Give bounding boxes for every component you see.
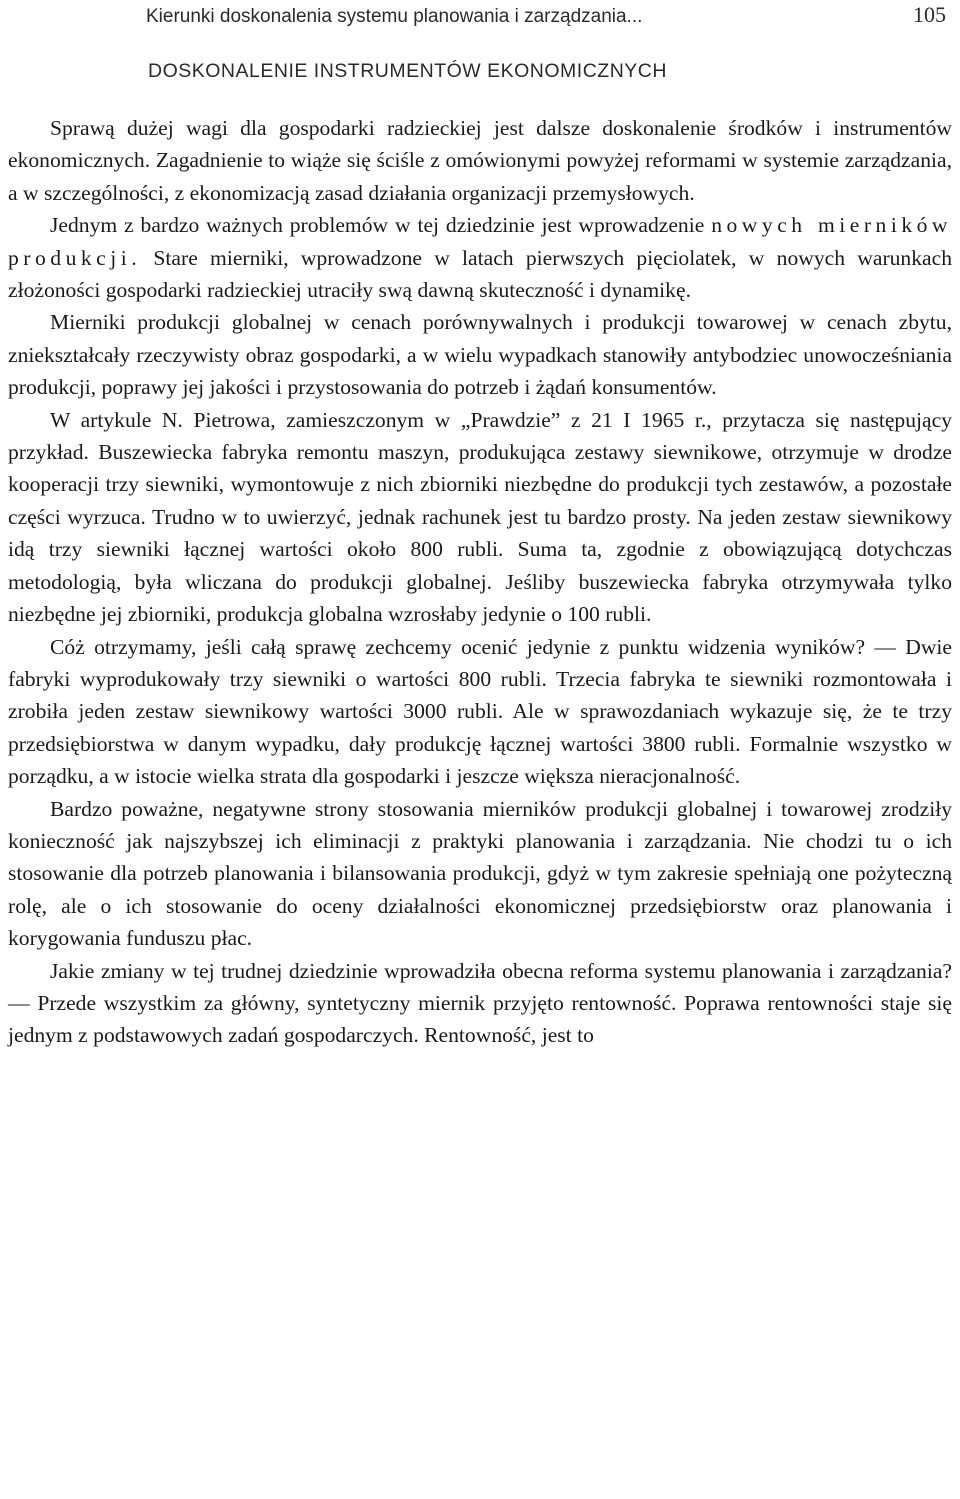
- paragraph-2: [8, 209, 952, 306]
- paragraph-3: Mierniki produkcji globalnej w cenach porównywalnych i produkcji towarowej w cenach zbytu, zniekształcały rzeczywisty obraz gospodarki, a w wielu wypadkach stanowiły antybodziec unowocześniania produkcji, poprawy jej jakości i przystosowania do potrzeb i żądań konsumentów.: [8, 310, 952, 400]
- running-title: Kierunki doskonalenia systemu planowania i zarządzania...: [146, 6, 643, 27]
- body-text: [8, 112, 952, 1052]
- page-number: 105: [913, 2, 946, 27]
- paragraph-2-lead: Jednym z bardzo ważnych problemów w tej dziedzinie jest wprowadzenie: [50, 213, 705, 238]
- paragraph-4: W artykule N. Pietrowa, zamieszczonym w „Prawdzie” z 21 I 1965 r., przytacza się następujący przykład. Buszewiecka fabryka remontu maszyn, produkująca zestawy siewnikowe, otrzymuje w drodze kooperacji trzy siewniki, wymontowuje z nich zbiorniki niezbędne do produkcji tych zestawów, a pozostałe części wyrzuca. Trudno w to uwierzyć, jednak rachunek jest tu bardzo prosty. Na jeden zestaw siewnikowy idą trzy siewniki łącznej wartości około 800 rubli. Suma ta, zgodnie z obowiązującą dotychczas metodologią, była wliczana do produkcji globalnej. Jeśliby buszewiecka fabryka otrzymywała tylko niezbędne jej zbiorniki, produkcja globalna wzrosłaby jedynie o 100 rubli.: [8, 407, 952, 627]
- paragraph-1: Sprawą dużej wagi dla gospodarki radzieckiej jest dalsze doskonalenie środków i instrumentów ekonomicznych. Zagadnienie to wiąże się ściśle z omówionymi powyżej reformami w systemie zarządzania, a w szczególności, z ekonomizacją zasad działania organizacji przemysłowych.: [8, 116, 952, 205]
- paragraph-6: Bardzo poważne, negatywne strony stosowania mierników produkcji globalnej i towarowej zrodziły konieczność jak najszybszej ich eliminacji z praktyki planowania i zarządzania. Nie chodzi tu o ich stosowanie dla potrzeb planowania i bilansowania produkcji, gdyż w tym zakresie spełniają one pożyteczną rolę, ale o ich stosowanie do oceny działalności ekonomicznej przedsiębiorstw oraz planowania i korygowania funduszu płac.: [8, 796, 952, 951]
- paragraph-2-rest: Stare mierniki, wprowadzone w latach pierwszych pięciolatek, w nowych warunkach złożoności gospodarki radzieckiej utraciły swą dawną skuteczność i dynamikę.: [8, 245, 952, 303]
- running-header: [8, 0, 952, 38]
- book-page: [8, 0, 952, 1052]
- emphasized-phrase: nowych mierników produkcji.: [8, 213, 953, 270]
- section-heading: DOSKONALENIE INSTRUMENTÓW EKONOMICZNYCH: [148, 60, 667, 82]
- paragraph-7: Jakie zmiany w tej trudnej dziedzinie wprowadziła obecna reforma systemu planowania i zarządzania? — Przede wszystkim za główny, syntetyczny miernik przyjęto rentowność. Poprawa rentowności staje się jednym z podstawowych zadań gospodarczych. Rentowność, jest to: [8, 958, 952, 1048]
- paragraph-5: Cóż otrzymamy, jeśli całą sprawę zechcemy ocenić jedynie z punktu widzenia wyników? — Dwie fabryki wyprodukowały trzy siewniki o wartości 800 rubli. Trzecia fabryka te siewniki rozmontowała i zrobiła jeden zestaw siewnikowy wartości 3000 rubli. Ale w sprawozdaniach wykazuje się, że te trzy przedsiębiorstwa w danym wypadku, dały produkcję łącznej wartości 3800 rubli. Formalnie wszystko w porządku, a w istocie wielka strata dla gospodarki i jeszcze większa nieracjonalność.: [8, 634, 952, 789]
